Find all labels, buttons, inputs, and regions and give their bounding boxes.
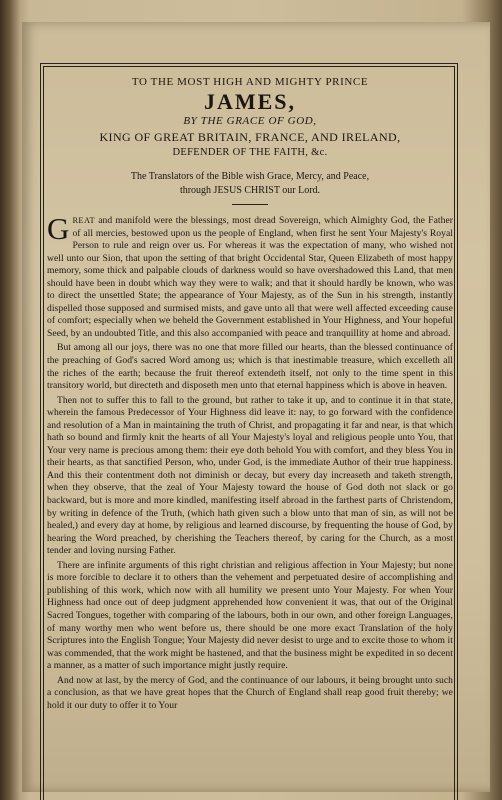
paragraph-1-text: and manifold were the blessings, most dread Sovereign, which Almighty God, the Father of all mercies, bestowed upon us the people of England, when first he sent Your Majesty's Royal Person to rule and reign over us. For whereas it was the expectation of many, who wished not well unto our Sion, that upon the setting of that bright Occidental Star, Queen Elizabeth of most happy memory, some thick and palpable clouds of darkness would so have overshadowed this Land, that men should have been in doubt which way they were to walk; and that it should hardly be known, who was to direct the unsettled State; the appearance of Your Majesty, as of the Sun in his strength, instantly dispelled those supposed and surmised mists, and gave unto all that were well affected exceeding cause of comfort; especially when we beheld the Government established in Your Highness, and Your hopeful Seed, by an undoubted Title, and this also accompanied with peace and tranquillity at home and abroad. (47, 215, 453, 339)
paragraph-4: There are infinite arguments of this right christian and religious affection in Your Majesty; but none is more forcible to declare it to others than the vehement and perpetuated desire of accomplishing and publishing of this work, which now with all humility we present unto Your Majesty. For when Your Highness had once out of deep judgment apprehended how convenient it was, that out of the Original Sacred Tongues, together with comparing of the labours, both in our own, and other foreign Languages, of many worthy men who went before us, there should be one more exact Translation of the holy Scriptures into the English Tongue; Your Majesty did never desist to urge and to excite those to whom it was commended, that the work might be hastened, and that the business might be expedited in so decent a manner, as a matter of such importance might justly require. (47, 559, 453, 672)
translators-greeting (47, 170, 453, 198)
defender-line: DEFENDER OF THE FAITH, &c. (172, 147, 328, 158)
divider-rule (232, 204, 268, 205)
greeting-line-2: through JESUS CHRIST our Lord. (179, 185, 321, 196)
dedication-content (47, 72, 453, 714)
dedication-body (47, 211, 453, 712)
king-name: JAMES, (203, 89, 297, 114)
greeting-line-1: The Translators of the Bible wish Grace, Mercy, and Peace, (130, 171, 370, 182)
grace-line: BY THE GRACE OF GOD, (183, 115, 317, 127)
paragraph-2: But among all our joys, there was no one that more filled our hearts, than the blessed continuance of the preaching of God's sacred Word among us; which is that inestimable treasure, which excelleth all the riches of the earth; because the fruit thereof extendeth itself, not only to the time spent in this transitory world, but directeth and disposeth men unto that eternal happiness which is above in heaven. (47, 342, 453, 392)
paragraph-3: Then not to suffer this to fall to the ground, but rather to take it up, and to continue it in that state, wherein the famous Predecessor of Your Highness did leave it: nay, to go forward with the confidence and resolution of a Man in maintaining the truth of Christ, and propagating it far and near, is that which hath so bound and firmly knit the hearts of all Your Majesty's loyal and religious people unto You, that Your very name is precious among them: their eye doth behold You with comfort, and they bless You in their hearts, as that sanctified Person, who, under God, is the immediate Author of their true happiness. And this their contentment doth not diminish or decay, but every day increaseth and taketh strength, when they observe, that the zeal of Your Majesty toward the house of God doth not slack or go backward, but is more and more kindled, manifesting itself abroad in the farthest parts of Christendom, by writing in defence of the Truth, (which hath given such a blow unto that man of sin, as will not be healed,) and every day at home, by religious and learned discourse, by frequenting the house of God, by hearing the Word preached, by cherishing the Teachers thereof, by caring for the Church, as a most tender and loving nursing Father. (47, 394, 453, 557)
drop-cap: G (47, 211, 70, 246)
paragraph-1-lead: REAT (72, 216, 95, 225)
paragraph-5: And now at last, by the mercy of God, and the continuance of our labours, it being brought unto such a conclusion, as that we have great hopes that the Church of England shall reap good fruit thereby; we hold it our duty to offer it to Your (47, 674, 453, 711)
paragraph-1 (47, 211, 453, 340)
king-title-line: KING OF GREAT BRITAIN, FRANCE, AND IRELAND, (99, 130, 401, 144)
dedication-line: TO THE MOST HIGH AND MIGHTY PRINCE (131, 76, 369, 88)
